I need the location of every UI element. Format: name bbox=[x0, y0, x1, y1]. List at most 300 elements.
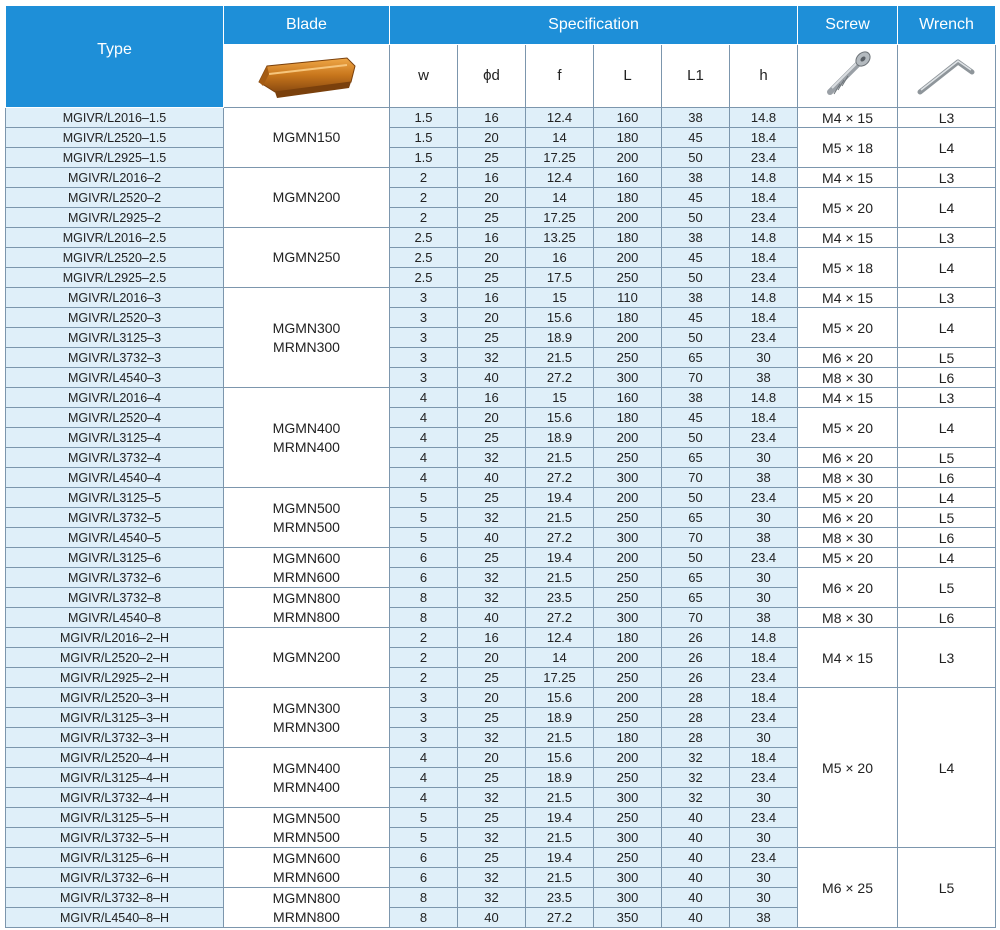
type-cell: MGIVR/L2925–1.5 bbox=[6, 148, 224, 168]
screw-cell: M4 × 15 bbox=[798, 108, 898, 128]
spec-cell-w: 2.5 bbox=[390, 228, 458, 248]
spec-cell-l: 350 bbox=[594, 908, 662, 928]
spec-cell-h: 38 bbox=[730, 908, 798, 928]
blade-cell bbox=[224, 808, 390, 848]
spec-cell-w: 6 bbox=[390, 848, 458, 868]
spec-cell-w: 5 bbox=[390, 528, 458, 548]
spec-cell-h: 30 bbox=[730, 828, 798, 848]
spec-cell-phi-d: 25 bbox=[458, 428, 526, 448]
spec-cell-l1: 50 bbox=[662, 328, 730, 348]
spec-cell-phi-d: 20 bbox=[458, 748, 526, 768]
spec-cell-l1: 70 bbox=[662, 608, 730, 628]
spec-cell-l1: 28 bbox=[662, 708, 730, 728]
spec-cell-phi-d: 32 bbox=[458, 888, 526, 908]
spec-cell-phi-d: 20 bbox=[458, 408, 526, 428]
spec-cell-l1: 26 bbox=[662, 628, 730, 648]
blade-code: MGMN500 bbox=[272, 499, 341, 516]
table-row bbox=[6, 448, 996, 468]
spec-cell-h: 18.4 bbox=[730, 748, 798, 768]
spec-cell-l1: 70 bbox=[662, 528, 730, 548]
spec-cell-l1: 65 bbox=[662, 508, 730, 528]
spec-cell-phi-d: 20 bbox=[458, 688, 526, 708]
type-cell: MGIVR/L2520–1.5 bbox=[6, 128, 224, 148]
spec-cell-f: 23.5 bbox=[526, 888, 594, 908]
spec-cell-h: 30 bbox=[730, 508, 798, 528]
spec-cell-w: 3 bbox=[390, 288, 458, 308]
spec-cell-l: 250 bbox=[594, 588, 662, 608]
spec-cell-l: 200 bbox=[594, 748, 662, 768]
spec-cell-w: 4 bbox=[390, 788, 458, 808]
table-row bbox=[6, 468, 996, 488]
spec-cell-h: 23.4 bbox=[730, 668, 798, 688]
spec-cell-f: 15.6 bbox=[526, 688, 594, 708]
spec-cell-l: 200 bbox=[594, 648, 662, 668]
spec-cell-w: 2 bbox=[390, 668, 458, 688]
blade-code: MRMN600 bbox=[273, 568, 340, 585]
product-spec-table bbox=[5, 5, 996, 928]
spec-cell-l1: 32 bbox=[662, 768, 730, 788]
spec-cell-w: 5 bbox=[390, 828, 458, 848]
spec-cell-l1: 45 bbox=[662, 408, 730, 428]
spec-cell-phi-d: 20 bbox=[458, 188, 526, 208]
spec-cell-f: 13.25 bbox=[526, 228, 594, 248]
spec-cell-phi-d: 32 bbox=[458, 348, 526, 368]
spec-cell-l: 250 bbox=[594, 708, 662, 728]
spec-cell-f: 19.4 bbox=[526, 548, 594, 568]
blade-code: MRMN800 bbox=[273, 608, 340, 625]
spec-cell-f: 21.5 bbox=[526, 728, 594, 748]
blade-code: MGMN800 bbox=[272, 889, 341, 906]
wrench-cell: L3 bbox=[898, 228, 996, 248]
table-row bbox=[6, 508, 996, 528]
wrench-cell: L3 bbox=[898, 628, 996, 688]
spec-cell-h: 23.4 bbox=[730, 148, 798, 168]
spec-cell-l1: 28 bbox=[662, 688, 730, 708]
type-cell: MGIVR/L3125–3 bbox=[6, 328, 224, 348]
blade-code: MRMN500 bbox=[273, 518, 340, 535]
blade-code: MGMN800 bbox=[272, 589, 341, 606]
spec-cell-h: 30 bbox=[730, 448, 798, 468]
spec-cell-w: 4 bbox=[390, 388, 458, 408]
spec-cell-phi-d: 32 bbox=[458, 588, 526, 608]
spec-cell-h: 23.4 bbox=[730, 328, 798, 348]
spec-cell-f: 15.6 bbox=[526, 748, 594, 768]
spec-cell-l: 250 bbox=[594, 508, 662, 528]
type-cell: MGIVR/L3732–5 bbox=[6, 508, 224, 528]
blade-cell bbox=[224, 388, 390, 488]
type-cell: MGIVR/L2016–2–H bbox=[6, 628, 224, 648]
spec-cell-w: 4 bbox=[390, 448, 458, 468]
spec-cell-f: 27.2 bbox=[526, 528, 594, 548]
spec-cell-phi-d: 25 bbox=[458, 548, 526, 568]
table-row bbox=[6, 108, 996, 128]
screw-cell: M4 × 15 bbox=[798, 228, 898, 248]
table-row bbox=[6, 408, 996, 428]
spec-cell-phi-d: 25 bbox=[458, 808, 526, 828]
screw-cell: M4 × 15 bbox=[798, 168, 898, 188]
spec-cell-l1: 38 bbox=[662, 108, 730, 128]
spec-cell-f: 16 bbox=[526, 248, 594, 268]
blade-cell bbox=[224, 888, 390, 928]
spec-cell-h: 30 bbox=[730, 588, 798, 608]
wrench-header: Wrench bbox=[898, 6, 996, 45]
spec-cell-l: 250 bbox=[594, 568, 662, 588]
blade-code: MGMN200 bbox=[272, 649, 341, 665]
spec-cell-w: 2 bbox=[390, 628, 458, 648]
spec-cell-l1: 40 bbox=[662, 868, 730, 888]
spec-cell-l1: 26 bbox=[662, 648, 730, 668]
spec-cell-l: 200 bbox=[594, 688, 662, 708]
spec-cell-f: 27.2 bbox=[526, 608, 594, 628]
type-cell: MGIVR/L4540–8–H bbox=[6, 908, 224, 928]
spec-cell-l: 200 bbox=[594, 428, 662, 448]
wrench-cell: L4 bbox=[898, 128, 996, 168]
spec-cell-phi-d: 25 bbox=[458, 848, 526, 868]
spec-cell-phi-d: 25 bbox=[458, 328, 526, 348]
blade-code: MGMN600 bbox=[272, 549, 341, 566]
type-cell: MGIVR/L3125–5–H bbox=[6, 808, 224, 828]
spec-cell-f: 18.9 bbox=[526, 328, 594, 348]
spec-cell-h: 30 bbox=[730, 888, 798, 908]
spec-cell-l: 300 bbox=[594, 608, 662, 628]
wrench-cell: L4 bbox=[898, 408, 996, 448]
spec-cell-l1: 45 bbox=[662, 188, 730, 208]
spec-cell-w: 4 bbox=[390, 408, 458, 428]
blade-code: MGMN400 bbox=[272, 759, 341, 776]
wrench-cell: L4 bbox=[898, 308, 996, 348]
table-row bbox=[6, 628, 996, 648]
spec-cell-l: 250 bbox=[594, 448, 662, 468]
spec-cell-l: 180 bbox=[594, 228, 662, 248]
blade-code: MGMN250 bbox=[272, 249, 341, 265]
spec-col-phi-d: ϕd bbox=[458, 45, 526, 108]
type-cell: MGIVR/L3732–4–H bbox=[6, 788, 224, 808]
spec-cell-w: 5 bbox=[390, 488, 458, 508]
spec-cell-phi-d: 40 bbox=[458, 608, 526, 628]
spec-cell-phi-d: 32 bbox=[458, 728, 526, 748]
type-cell: MGIVR/L3125–4 bbox=[6, 428, 224, 448]
spec-cell-l1: 65 bbox=[662, 588, 730, 608]
type-cell: MGIVR/L3732–3 bbox=[6, 348, 224, 368]
spec-cell-w: 6 bbox=[390, 868, 458, 888]
type-cell: MGIVR/L4540–8 bbox=[6, 608, 224, 628]
spec-cell-h: 23.4 bbox=[730, 428, 798, 448]
spec-cell-l: 300 bbox=[594, 828, 662, 848]
spec-cell-l1: 40 bbox=[662, 828, 730, 848]
spec-cell-l1: 38 bbox=[662, 168, 730, 188]
spec-cell-f: 21.5 bbox=[526, 348, 594, 368]
spec-col-h: h bbox=[730, 45, 798, 108]
wrench-cell: L3 bbox=[898, 108, 996, 128]
spec-cell-phi-d: 16 bbox=[458, 388, 526, 408]
spec-col-l1: L1 bbox=[662, 45, 730, 108]
type-cell: MGIVR/L3125–5 bbox=[6, 488, 224, 508]
header-row bbox=[6, 6, 996, 45]
spec-cell-h: 18.4 bbox=[730, 128, 798, 148]
screw-cell: M6 × 20 bbox=[798, 568, 898, 608]
wrench-cell: L6 bbox=[898, 528, 996, 548]
screw-cell: M5 × 20 bbox=[798, 488, 898, 508]
spec-cell-l: 300 bbox=[594, 788, 662, 808]
spec-cell-h: 14.8 bbox=[730, 628, 798, 648]
spec-cell-l1: 38 bbox=[662, 288, 730, 308]
table-row bbox=[6, 288, 996, 308]
spec-cell-l: 160 bbox=[594, 168, 662, 188]
table-row bbox=[6, 228, 996, 248]
spec-cell-w: 8 bbox=[390, 608, 458, 628]
spec-cell-h: 18.4 bbox=[730, 308, 798, 328]
type-cell: MGIVR/L2520–2.5 bbox=[6, 248, 224, 268]
wrench-cell: L4 bbox=[898, 688, 996, 848]
spec-cell-h: 23.4 bbox=[730, 268, 798, 288]
type-cell: MGIVR/L4540–5 bbox=[6, 528, 224, 548]
spec-cell-w: 8 bbox=[390, 908, 458, 928]
blade-cell bbox=[224, 548, 390, 588]
spec-cell-w: 3 bbox=[390, 348, 458, 368]
blade-cell bbox=[224, 488, 390, 548]
screw-cell: M6 × 25 bbox=[798, 848, 898, 928]
type-cell: MGIVR/L3732–8 bbox=[6, 588, 224, 608]
blade-code: MRMN300 bbox=[273, 338, 340, 355]
wrench-cell: L4 bbox=[898, 488, 996, 508]
spec-col-w: w bbox=[390, 45, 458, 108]
blade-code: MRMN300 bbox=[273, 718, 340, 735]
spec-cell-h: 23.4 bbox=[730, 548, 798, 568]
spec-cell-l1: 32 bbox=[662, 788, 730, 808]
blade-cell bbox=[224, 688, 390, 748]
type-cell: MGIVR/L2520–3–H bbox=[6, 688, 224, 708]
spec-cell-w: 8 bbox=[390, 888, 458, 908]
table-row bbox=[6, 368, 996, 388]
spec-cell-h: 18.4 bbox=[730, 648, 798, 668]
spec-cell-phi-d: 16 bbox=[458, 228, 526, 248]
spec-cell-phi-d: 40 bbox=[458, 528, 526, 548]
spec-cell-f: 21.5 bbox=[526, 828, 594, 848]
spec-cell-l1: 70 bbox=[662, 368, 730, 388]
screw-cell: M4 × 15 bbox=[798, 628, 898, 688]
blade-code: MRMN800 bbox=[273, 908, 340, 925]
screw-cell: M5 × 18 bbox=[798, 128, 898, 168]
blade-cell bbox=[224, 228, 390, 288]
spec-cell-phi-d: 40 bbox=[458, 368, 526, 388]
spec-cell-l1: 65 bbox=[662, 448, 730, 468]
spec-cell-phi-d: 16 bbox=[458, 288, 526, 308]
spec-cell-h: 23.4 bbox=[730, 488, 798, 508]
type-cell: MGIVR/L2520–4 bbox=[6, 408, 224, 428]
blade-cell bbox=[224, 168, 390, 228]
spec-cell-f: 12.4 bbox=[526, 108, 594, 128]
type-cell: MGIVR/L2520–2 bbox=[6, 188, 224, 208]
spec-cell-l: 250 bbox=[594, 808, 662, 828]
spec-cell-phi-d: 20 bbox=[458, 128, 526, 148]
spec-cell-l: 200 bbox=[594, 148, 662, 168]
spec-cell-l1: 50 bbox=[662, 148, 730, 168]
blade-code: MGMN200 bbox=[272, 189, 341, 205]
blade-image-cell bbox=[224, 45, 390, 108]
spec-cell-f: 19.4 bbox=[526, 848, 594, 868]
screw-cell: M6 × 20 bbox=[798, 448, 898, 468]
spec-cell-w: 5 bbox=[390, 508, 458, 528]
blade-code: MRMN400 bbox=[273, 438, 340, 455]
spec-cell-l: 200 bbox=[594, 488, 662, 508]
table-row bbox=[6, 688, 996, 708]
spec-cell-l1: 70 bbox=[662, 468, 730, 488]
spec-cell-phi-d: 25 bbox=[458, 268, 526, 288]
spec-cell-l: 160 bbox=[594, 108, 662, 128]
type-cell: MGIVR/L3125–3–H bbox=[6, 708, 224, 728]
spec-cell-w: 3 bbox=[390, 688, 458, 708]
spec-cell-w: 4 bbox=[390, 428, 458, 448]
spec-cell-l1: 26 bbox=[662, 668, 730, 688]
spec-cell-w: 6 bbox=[390, 548, 458, 568]
screw-cell: M4 × 15 bbox=[798, 288, 898, 308]
screw-cell: M5 × 20 bbox=[798, 548, 898, 568]
spec-cell-l1: 50 bbox=[662, 208, 730, 228]
spec-cell-l: 160 bbox=[594, 388, 662, 408]
spec-cell-l1: 50 bbox=[662, 428, 730, 448]
spec-cell-f: 18.9 bbox=[526, 768, 594, 788]
spec-cell-w: 2 bbox=[390, 188, 458, 208]
spec-cell-l: 200 bbox=[594, 328, 662, 348]
spec-cell-l: 180 bbox=[594, 308, 662, 328]
screw-cell: M5 × 20 bbox=[798, 688, 898, 848]
table-row bbox=[6, 188, 996, 208]
spec-cell-phi-d: 25 bbox=[458, 488, 526, 508]
spec-cell-phi-d: 32 bbox=[458, 828, 526, 848]
type-cell: MGIVR/L3125–6 bbox=[6, 548, 224, 568]
type-cell: MGIVR/L2925–2.5 bbox=[6, 268, 224, 288]
spec-cell-h: 30 bbox=[730, 568, 798, 588]
type-cell: MGIVR/L2016–2.5 bbox=[6, 228, 224, 248]
spec-cell-l1: 50 bbox=[662, 548, 730, 568]
spec-cell-f: 17.25 bbox=[526, 668, 594, 688]
spec-cell-f: 21.5 bbox=[526, 508, 594, 528]
spec-cell-l: 250 bbox=[594, 768, 662, 788]
wrench-cell: L4 bbox=[898, 188, 996, 228]
spec-cell-h: 30 bbox=[730, 348, 798, 368]
type-cell: MGIVR/L2925–2 bbox=[6, 208, 224, 228]
type-cell: MGIVR/L4540–3 bbox=[6, 368, 224, 388]
wrench-cell: L4 bbox=[898, 548, 996, 568]
spec-cell-l1: 65 bbox=[662, 348, 730, 368]
spec-cell-l: 300 bbox=[594, 888, 662, 908]
spec-cell-l: 250 bbox=[594, 668, 662, 688]
type-cell: MGIVR/L3732–4 bbox=[6, 448, 224, 468]
spec-cell-phi-d: 20 bbox=[458, 308, 526, 328]
spec-cell-w: 2.5 bbox=[390, 268, 458, 288]
screw-cell: M5 × 20 bbox=[798, 188, 898, 228]
spec-cell-phi-d: 25 bbox=[458, 208, 526, 228]
spec-cell-l1: 40 bbox=[662, 908, 730, 928]
spec-cell-l1: 40 bbox=[662, 808, 730, 828]
spec-cell-f: 15 bbox=[526, 388, 594, 408]
wrench-cell: L5 bbox=[898, 508, 996, 528]
spec-cell-l: 250 bbox=[594, 848, 662, 868]
spec-cell-phi-d: 40 bbox=[458, 468, 526, 488]
spec-cell-l1: 45 bbox=[662, 248, 730, 268]
grooving-insert-icon bbox=[255, 52, 359, 100]
spec-cell-l: 110 bbox=[594, 288, 662, 308]
screw-cell: M5 × 20 bbox=[798, 308, 898, 348]
spec-cell-w: 6 bbox=[390, 568, 458, 588]
spec-cell-w: 3 bbox=[390, 728, 458, 748]
wrench-cell: L5 bbox=[898, 568, 996, 608]
spec-cell-h: 14.8 bbox=[730, 288, 798, 308]
blade-code: MGMN600 bbox=[272, 849, 341, 866]
spec-cell-l: 180 bbox=[594, 188, 662, 208]
type-cell: MGIVR/L4540–4 bbox=[6, 468, 224, 488]
type-cell: MGIVR/L2520–2–H bbox=[6, 648, 224, 668]
spec-cell-w: 3 bbox=[390, 328, 458, 348]
blade-code: MRMN500 bbox=[273, 828, 340, 845]
table-row bbox=[6, 248, 996, 268]
spec-cell-phi-d: 20 bbox=[458, 248, 526, 268]
spec-cell-h: 18.4 bbox=[730, 688, 798, 708]
blade-code: MRMN600 bbox=[273, 868, 340, 885]
table-row bbox=[6, 308, 996, 328]
wrench-cell: L6 bbox=[898, 368, 996, 388]
screw-cell: M5 × 18 bbox=[798, 248, 898, 288]
spec-cell-h: 23.4 bbox=[730, 808, 798, 828]
spec-cell-w: 1.5 bbox=[390, 128, 458, 148]
table-row bbox=[6, 528, 996, 548]
spec-cell-f: 21.5 bbox=[526, 568, 594, 588]
screw-header: Screw bbox=[798, 6, 898, 45]
blade-cell bbox=[224, 588, 390, 628]
table-row bbox=[6, 488, 996, 508]
spec-cell-h: 23.4 bbox=[730, 768, 798, 788]
type-cell: MGIVR/L3125–4–H bbox=[6, 768, 224, 788]
spec-cell-h: 14.8 bbox=[730, 388, 798, 408]
spec-cell-h: 14.8 bbox=[730, 108, 798, 128]
spec-cell-l: 300 bbox=[594, 468, 662, 488]
wrench-cell: L3 bbox=[898, 168, 996, 188]
spec-cell-f: 27.2 bbox=[526, 468, 594, 488]
spec-cell-h: 30 bbox=[730, 788, 798, 808]
blade-header: Blade bbox=[224, 6, 390, 45]
spec-cell-f: 14 bbox=[526, 648, 594, 668]
blade-code: MGMN300 bbox=[272, 699, 341, 716]
spec-cell-h: 23.4 bbox=[730, 848, 798, 868]
spec-cell-h: 30 bbox=[730, 868, 798, 888]
spec-cell-f: 27.2 bbox=[526, 908, 594, 928]
spec-cell-h: 38 bbox=[730, 528, 798, 548]
spec-cell-phi-d: 32 bbox=[458, 788, 526, 808]
spec-cell-l: 180 bbox=[594, 728, 662, 748]
wrench-cell: L6 bbox=[898, 608, 996, 628]
type-cell: MGIVR/L2016–3 bbox=[6, 288, 224, 308]
screw-cell: M8 × 30 bbox=[798, 368, 898, 388]
blade-cell bbox=[224, 848, 390, 888]
spec-cell-l1: 38 bbox=[662, 388, 730, 408]
spec-cell-l: 250 bbox=[594, 268, 662, 288]
spec-cell-f: 21.5 bbox=[526, 868, 594, 888]
spec-cell-f: 14 bbox=[526, 128, 594, 148]
spec-cell-f: 17.25 bbox=[526, 208, 594, 228]
spec-cell-f: 18.9 bbox=[526, 428, 594, 448]
type-cell: MGIVR/L2520–4–H bbox=[6, 748, 224, 768]
wrench-cell: L5 bbox=[898, 448, 996, 468]
blade-cell bbox=[224, 108, 390, 168]
spec-cell-f: 17.5 bbox=[526, 268, 594, 288]
wrench-cell: L3 bbox=[898, 288, 996, 308]
blade-code: MGMN300 bbox=[272, 319, 341, 336]
screw-cell: M4 × 15 bbox=[798, 388, 898, 408]
type-cell: MGIVR/L3125–6–H bbox=[6, 848, 224, 868]
wrench-cell: L5 bbox=[898, 348, 996, 368]
table-row bbox=[6, 608, 996, 628]
spec-cell-phi-d: 32 bbox=[458, 508, 526, 528]
